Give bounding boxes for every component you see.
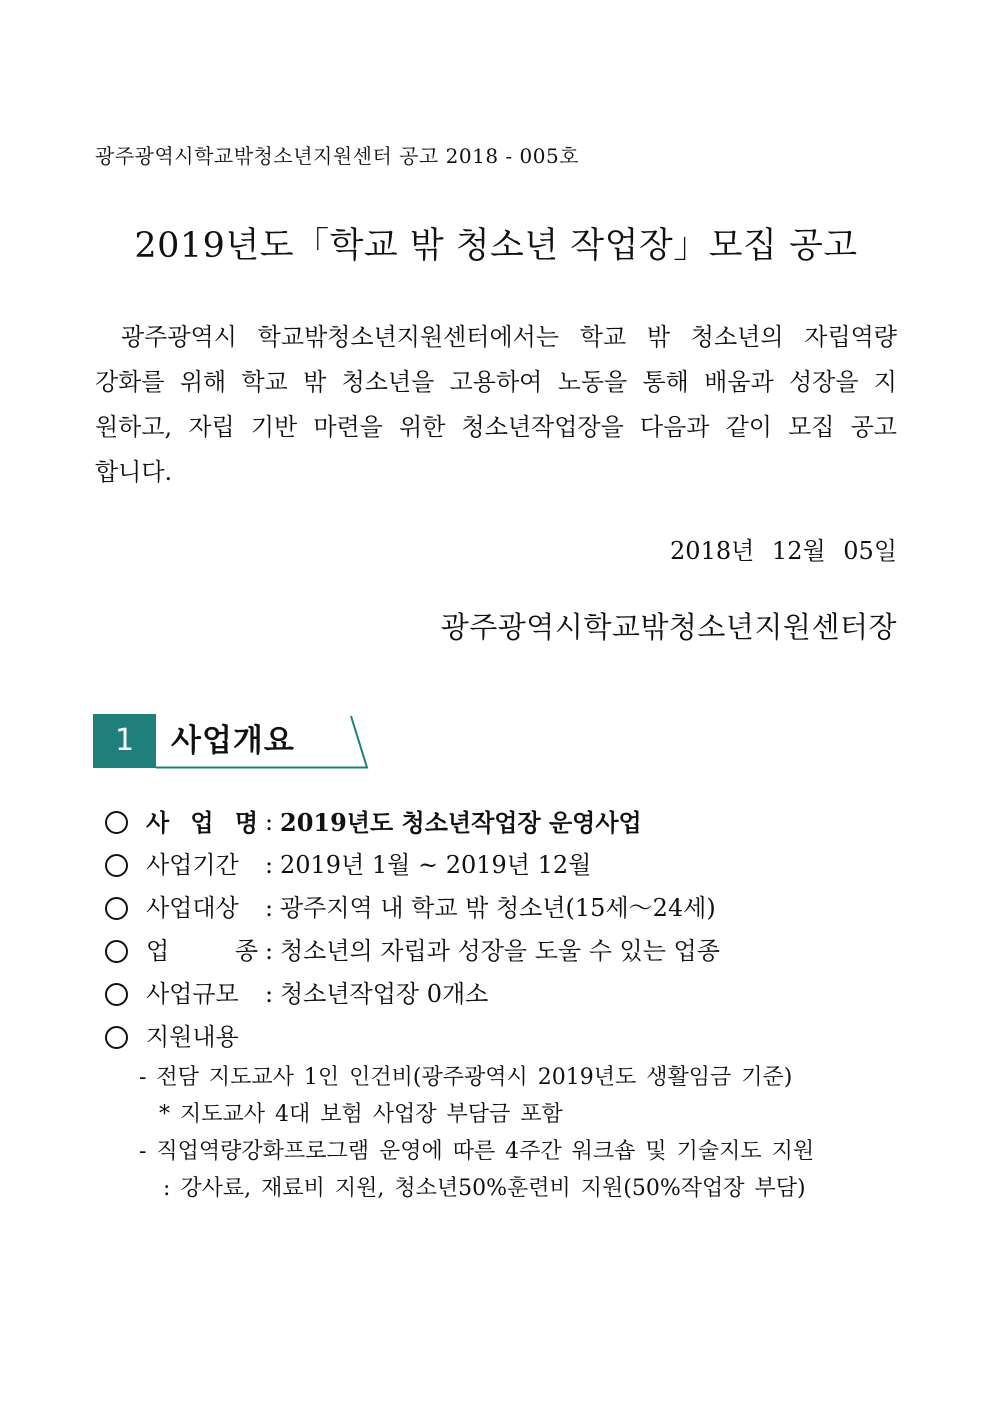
item-label: 지원내용 <box>146 1023 239 1051</box>
item-value: 광주지역 내 학교 밖 청소년(15세～24세) <box>280 894 716 922</box>
support-detail: - 직업역량강화프로그램 운영에 따른 4주간 워크숍 및 기술지도 지원 <box>139 1139 815 1164</box>
item-colon: : <box>264 894 274 922</box>
support-note: * 지도교사 4대 보험 사업장 부담금 포함 <box>159 1102 563 1127</box>
document-title: 2019년도「학교 밖 청소년 작업장」모집 공고 <box>134 226 858 266</box>
section-title: 사업개요 <box>171 723 295 759</box>
circle-bullet-icon <box>105 983 128 1006</box>
item-value: 2019년도 청소년작업장 운영사업 <box>280 808 642 837</box>
item-colon: : <box>264 808 274 836</box>
list-item <box>105 844 905 887</box>
item-value: 청소년작업장 0개소 <box>280 980 489 1008</box>
item-colon: : <box>264 937 274 965</box>
item-label: 사 업 명 <box>146 808 258 837</box>
list-item <box>105 1016 905 1059</box>
list-item <box>105 801 905 844</box>
support-note: : 강사료, 재료비 지원, 청소년50%훈련비 지원(50%작업장 부담) <box>163 1176 806 1201</box>
item-value: 청소년의 자립과 성장을 도울 수 있는 업종 <box>280 937 720 965</box>
notice-date: 2018년 12월 05일 <box>670 537 897 565</box>
notice-number: 광주광역시학교밖청소년지원센터 공고 2018 - 005호 <box>95 144 580 168</box>
item-value: 2019년 1월 ~ 2019년 12월 <box>280 851 592 879</box>
list-item <box>105 887 905 930</box>
section-header <box>93 714 373 770</box>
list-item <box>105 973 905 1016</box>
item-colon: : <box>264 851 274 879</box>
item-label: 사업대상 <box>146 894 239 922</box>
circle-bullet-icon <box>105 1026 128 1049</box>
circle-bullet-icon <box>105 897 128 920</box>
support-detail: - 전담 지도교사 1인 인건비(광주광역시 2019년도 생활임금 기준) <box>139 1065 793 1090</box>
section-number: 1 <box>93 714 156 768</box>
item-label: 사업기간 <box>146 851 239 879</box>
intro-paragraph: 광주광역시 학교밖청소년지원센터에서는 학교 밖 청소년의 자립역량 강화를 위해 학교 밖 청소년을 고용하여 노동을 통해 배움과 성장을 지원하고, 자립 기반 마련을 위한 청소년작업장을 다음과 같이 모집 공고합니다. <box>95 323 897 486</box>
item-label: 사업규모 <box>146 980 239 1008</box>
list-item <box>105 930 905 973</box>
overview-list <box>105 801 905 1207</box>
signer: 광주광역시학교밖청소년지원센터장 <box>440 610 897 644</box>
circle-bullet-icon <box>105 811 128 834</box>
item-label: 업 종 <box>146 937 258 965</box>
item-colon: : <box>264 980 274 1008</box>
circle-bullet-icon <box>105 940 128 963</box>
circle-bullet-icon <box>105 854 128 877</box>
